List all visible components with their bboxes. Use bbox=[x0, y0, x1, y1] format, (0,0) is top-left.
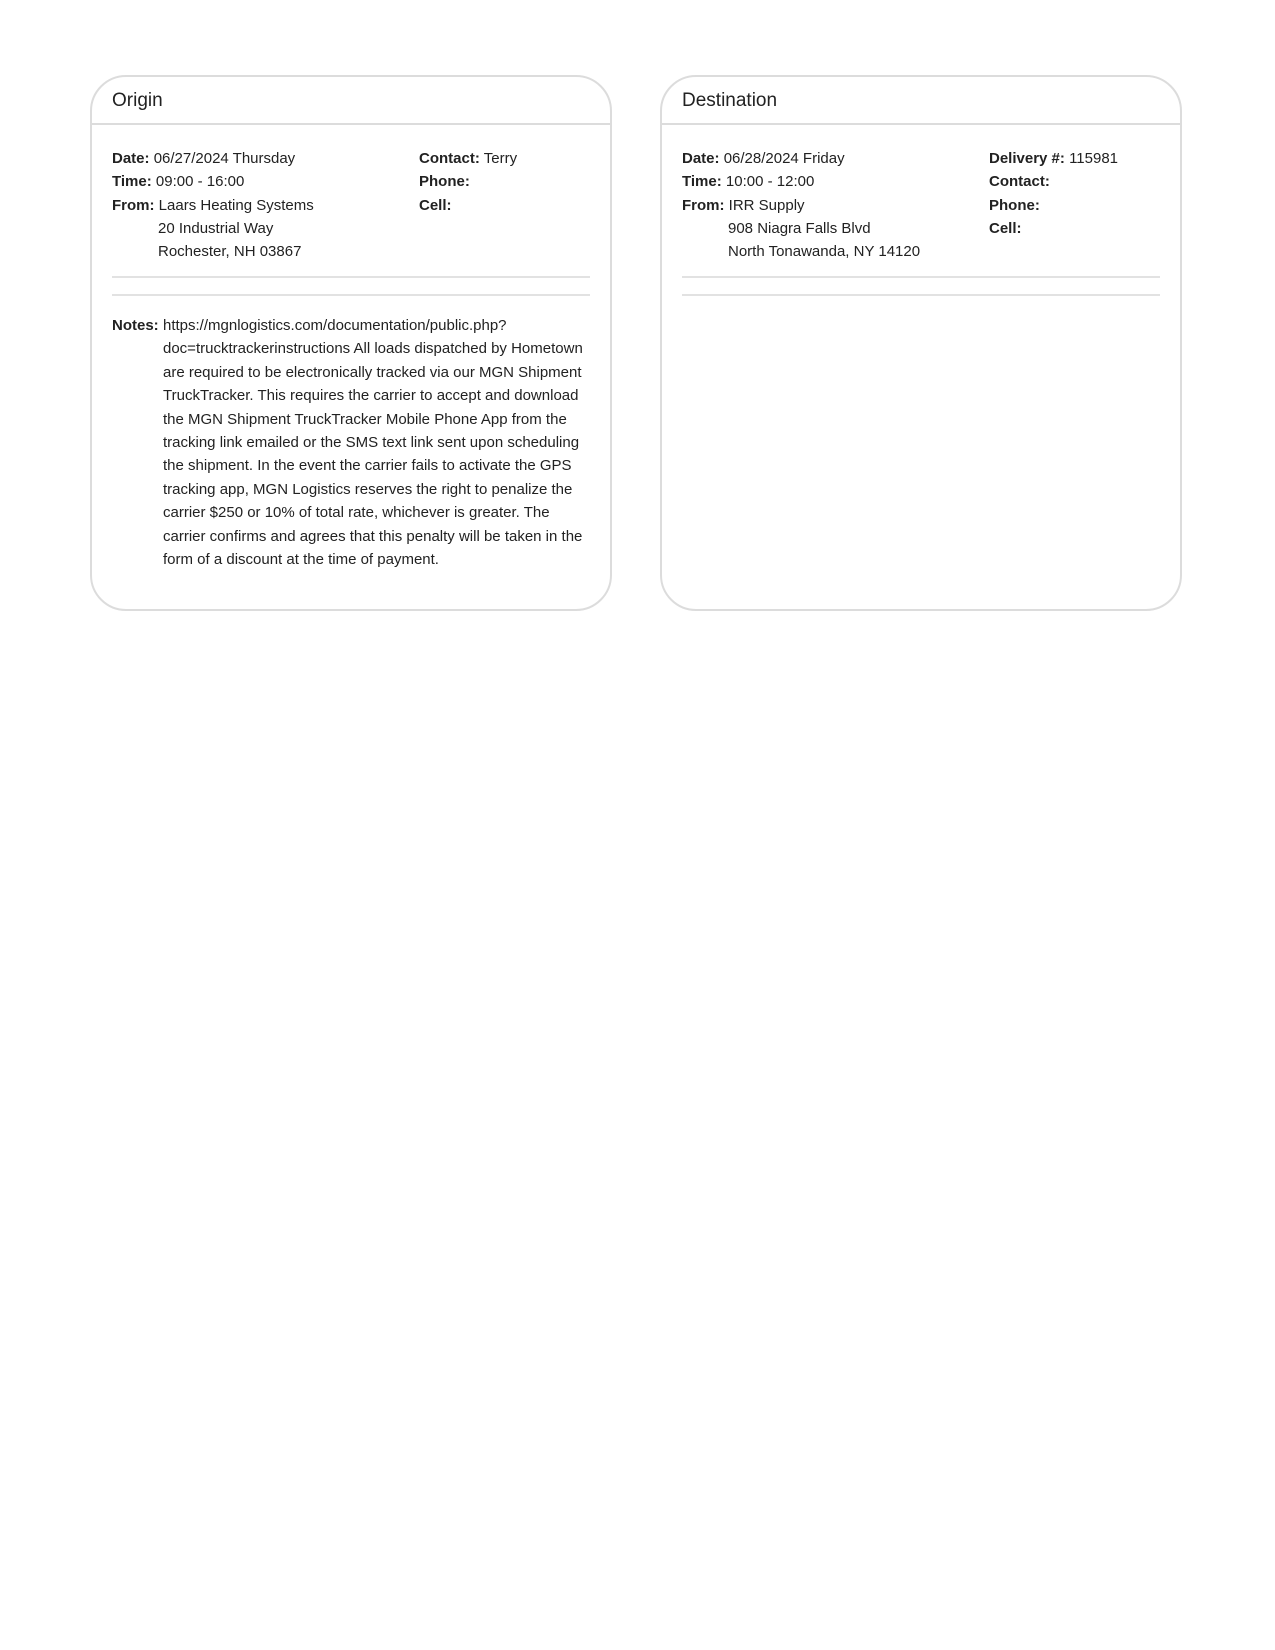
origin-divider bbox=[112, 294, 590, 296]
origin-phone-row bbox=[419, 170, 517, 193]
destination-date-value: 06/28/2024 Friday bbox=[723, 150, 845, 167]
destination-delivery-label: Delivery #: bbox=[989, 150, 1065, 167]
origin-contact-value: Terry bbox=[483, 150, 518, 167]
destination-phone-row bbox=[989, 194, 1118, 217]
destination-time-label: Time: bbox=[682, 173, 722, 191]
destination-cell-row bbox=[989, 217, 1118, 240]
origin-date-row bbox=[112, 147, 314, 170]
origin-time-value: 09:00 - 16:00 bbox=[155, 173, 245, 191]
origin-phone-label: Phone: bbox=[419, 173, 470, 191]
destination-contact-row bbox=[989, 170, 1118, 193]
destination-info bbox=[682, 125, 1160, 278]
origin-time-row bbox=[112, 170, 314, 193]
destination-from-label: From: bbox=[682, 196, 725, 214]
destination-card bbox=[660, 75, 1182, 611]
destination-time-row bbox=[682, 170, 920, 193]
destination-cell-label: Cell: bbox=[989, 219, 1022, 237]
destination-phone-label: Phone: bbox=[989, 196, 1040, 214]
origin-notes-text: https://mgnlogistics.com/documentation/public.php?doc=trucktrackerinstructions All loads dispatched by Hometown are required to be electronically tracked via our MGN Shipment TruckTracker. This requires the carrier to accept and download the MGN Shipment TruckTracker Mobile Phone App from the tracking link emailed or the SMS text link sent upon scheduling the shipment. In the event the carrier fails to activate the GPS tracking app, MGN Logistics reserves the right to penalize the carrier $250 or 10% of total rate, whichever is greater. The carrier confirms and agrees that this penalty will be taken in the form of a discount at the time of payment. bbox=[163, 317, 583, 569]
destination-address-line2: North Tonawanda, NY 14120 bbox=[728, 243, 921, 261]
origin-date-value: 06/27/2024 Thursday bbox=[153, 150, 296, 167]
origin-notes-label: Notes: bbox=[112, 317, 159, 334]
origin-contact-row bbox=[419, 147, 517, 170]
origin-date-label: Date: bbox=[112, 150, 150, 167]
origin-left-column bbox=[112, 147, 314, 263]
destination-delivery-value: 115981 bbox=[1069, 150, 1119, 167]
destination-time-value: 10:00 - 12:00 bbox=[725, 173, 815, 191]
origin-from-row bbox=[112, 194, 314, 217]
origin-from-name: Laars Heating Systems bbox=[158, 196, 314, 214]
origin-address-line2: Rochester, NH 03867 bbox=[158, 243, 302, 261]
destination-from-row bbox=[682, 194, 920, 217]
origin-cell-row bbox=[419, 194, 517, 217]
origin-right-column bbox=[419, 147, 517, 217]
destination-date-row bbox=[682, 147, 920, 170]
origin-notes bbox=[112, 314, 590, 571]
origin-address-line1: 20 Industrial Way bbox=[158, 219, 274, 237]
destination-left-column bbox=[682, 147, 920, 263]
destination-divider bbox=[682, 294, 1160, 296]
origin-time-label: Time: bbox=[112, 173, 152, 191]
destination-title: Destination bbox=[662, 77, 1180, 125]
destination-delivery-row bbox=[989, 147, 1118, 170]
destination-from-name: IRR Supply bbox=[728, 196, 805, 214]
origin-title: Origin bbox=[92, 77, 610, 125]
origin-from-label: From: bbox=[112, 196, 155, 214]
origin-contact-label: Contact: bbox=[419, 150, 480, 167]
origin-card bbox=[90, 75, 612, 611]
destination-right-column bbox=[989, 147, 1118, 240]
origin-info bbox=[112, 125, 590, 278]
destination-date-label: Date: bbox=[682, 150, 720, 167]
destination-contact-label: Contact: bbox=[989, 173, 1050, 191]
destination-address-line1: 908 Niagra Falls Blvd bbox=[728, 219, 871, 237]
origin-cell-label: Cell: bbox=[419, 196, 452, 214]
